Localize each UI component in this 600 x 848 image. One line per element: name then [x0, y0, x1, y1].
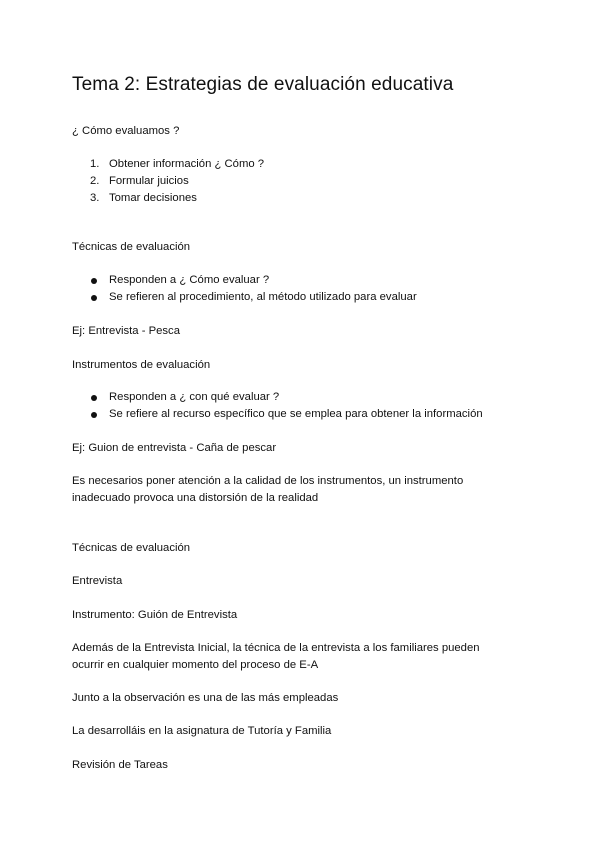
bullet-icon: [91, 295, 97, 301]
tecnicas-heading: Técnicas de evaluación: [72, 241, 191, 253]
list-text: Responden a ¿ Cómo evaluar ?: [109, 274, 270, 286]
list-text: Formular juicios: [109, 175, 189, 187]
paragraph-calidad: Es necesarios poner atención a la calidad de los instrumentos, un instrumento inadecuado provoca una distorsión de la realidad: [72, 475, 464, 504]
bullet-icon: [91, 278, 97, 284]
page-title: Tema 2: Estrategias de evaluación educativa: [72, 74, 454, 95]
paragraph-entrevista-inicial: Además de la Entrevista Inicial, la técnica de la entrevista a los familiares pueden ocurrir en cualquier momento del proceso de E-A: [72, 642, 480, 671]
bullet-icon: [91, 412, 97, 418]
tecnicas-example: Ej: Entrevista - Pesca: [72, 325, 180, 337]
bullet-icon: [91, 395, 97, 401]
tecnicas-heading-2: Técnicas de evaluación: [72, 542, 191, 554]
entrevista-line: Entrevista: [72, 575, 123, 587]
list-text: Obtener información ¿ Cómo ?: [109, 158, 265, 170]
list-number: 2.: [90, 175, 100, 187]
list-number: 3.: [90, 192, 100, 204]
list-text: Se refieren al procedimiento, al método utilizado para evaluar: [109, 291, 417, 303]
list-number: 1.: [90, 158, 100, 170]
list-text: Responden a ¿ con qué evaluar ?: [109, 391, 280, 403]
revision-line: Revisión de Tareas: [72, 759, 168, 771]
paragraph-asignatura: La desarrolláis en la asignatura de Tutoría y Familia: [72, 725, 332, 737]
paragraph-observacion: Junto a la observación es una de las más empleadas: [72, 692, 339, 704]
question-line: ¿ Cómo evaluamos ?: [72, 125, 180, 137]
instrumento-guion-line: Instrumento: Guión de Entrevista: [72, 609, 238, 621]
instrumentos-heading: Instrumentos de evaluación: [72, 359, 211, 371]
list-text: Tomar decisiones: [109, 192, 197, 204]
list-text: Se refiere al recurso específico que se emplea para obtener la información: [109, 408, 483, 420]
instrumentos-example: Ej: Guion de entrevista - Caña de pescar: [72, 442, 277, 454]
